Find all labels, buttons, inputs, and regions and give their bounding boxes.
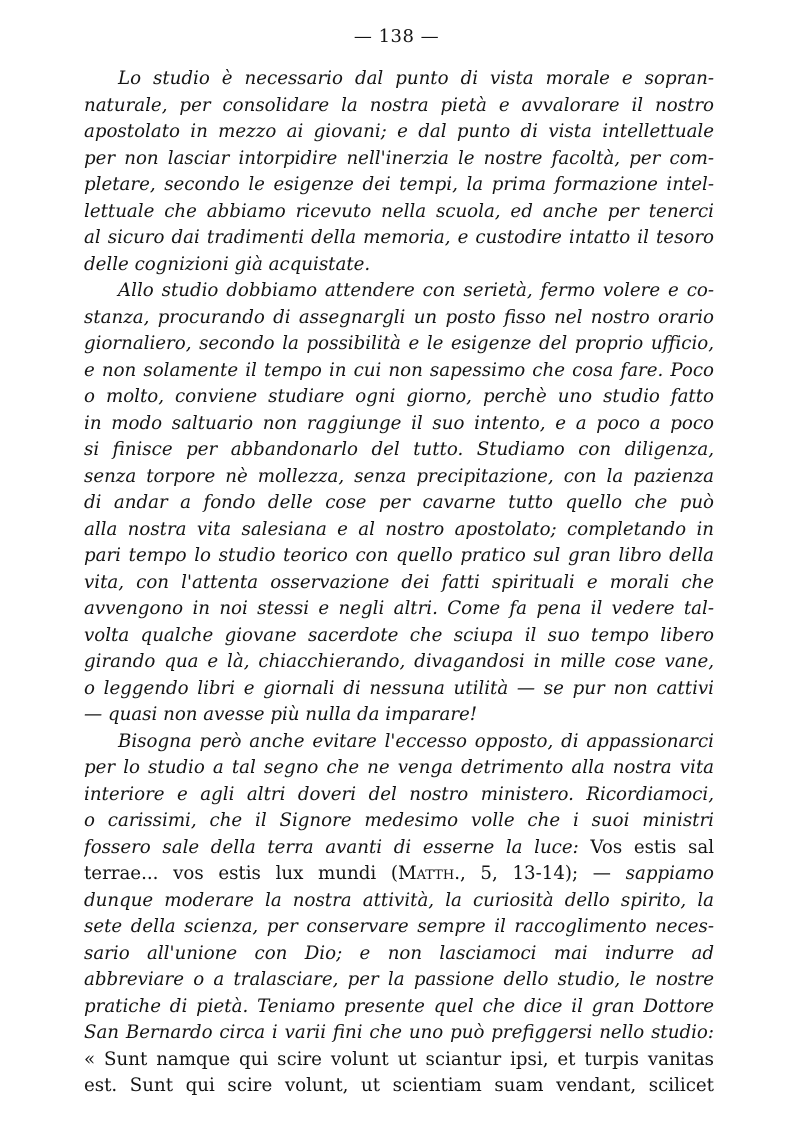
text-line bbox=[84, 729, 714, 756]
text-segment: est. Sunt qui scire volunt, ut scientiam suam vendant, scilicet bbox=[84, 1075, 714, 1096]
text-line bbox=[84, 225, 714, 252]
text-line bbox=[84, 490, 714, 517]
text-segment: Bisogna però anche evitare l'eccesso opposto, di appassionarci bbox=[118, 730, 714, 752]
text-segment: in modo saltuario non raggiunge il suo intento, e a poco a poco bbox=[84, 412, 714, 434]
text-segment: e non solamente il tempo in cui non sapessimo che cosa fare. Poco bbox=[84, 359, 714, 381]
page-number: — 138 — bbox=[353, 26, 440, 47]
text-segment: — quasi non avesse più nulla da imparare! bbox=[84, 704, 478, 725]
text-segment: si finisce per abbandonarlo del tutto. Studiamo con diligenza, bbox=[84, 439, 714, 460]
text-line bbox=[84, 994, 714, 1021]
text-segment: giornaliero, secondo la possibilità e le esigenze del proprio ufficio, bbox=[84, 333, 714, 354]
text-line bbox=[84, 596, 714, 623]
text-segment: San Bernardo circa i varii fini che uno può prefiggersi nello studio: bbox=[84, 1022, 714, 1043]
text-segment: senza torpore nè mollezza, senza precipitazione, con la pazienza bbox=[84, 465, 714, 487]
text-segment: o leggendo libri e giornali di nessuna utilità — se pur non cattivi bbox=[84, 677, 714, 699]
text-segment: Allo studio dobbiamo attendere con serietà, fermo volere e co- bbox=[118, 280, 714, 301]
text-line bbox=[84, 808, 714, 835]
text-line bbox=[84, 570, 714, 597]
text-line bbox=[84, 464, 714, 491]
text-segment: per non lasciar intorpidire nell'inerzia le nostre facoltà, per com- bbox=[84, 147, 714, 169]
text-line bbox=[84, 1047, 714, 1074]
text-segment: alla nostra vita salesiana e al nostro apostolato; completando in bbox=[84, 518, 714, 540]
text-segment: per lo studio a tal segno che ne venga detrimento alla nostra vita bbox=[84, 757, 714, 778]
text-line bbox=[84, 702, 714, 729]
text-segment: terrae... vos estis lux mundi ( bbox=[84, 863, 398, 884]
text-line bbox=[84, 146, 714, 173]
text-line bbox=[84, 941, 714, 968]
text-line bbox=[84, 66, 714, 93]
text-line bbox=[84, 543, 714, 570]
text-segment: volta qualche giovane sacerdote che sciupa il suo tempo libero bbox=[84, 624, 714, 646]
text-line bbox=[84, 1073, 714, 1100]
text-segment: Lo studio è necessario dal punto di vista morale e sopran- bbox=[118, 68, 714, 89]
text-segment: di andar a fondo delle cose per cavarne tutto quello che può bbox=[84, 492, 714, 513]
text-line bbox=[84, 119, 714, 146]
text-segment: sete della scienza, per conservare sempre il raccoglimento neces- bbox=[84, 916, 714, 937]
text-segment: pratiche di pietà. Teniamo presente quel che dice il gran Dottore bbox=[84, 995, 714, 1017]
text-line bbox=[84, 384, 714, 411]
text-segment: delle cognizioni già acquistate. bbox=[84, 253, 371, 275]
text-segment: ., 5, 13-14); — bbox=[454, 863, 626, 884]
text-segment: girando qua e là, chiacchierando, divagandosi in mille cose vane, bbox=[84, 651, 714, 672]
text-segment: Matth bbox=[397, 863, 455, 884]
text-segment: avvengono in noi stessi e negli altri. Come fa pena il vedere tal- bbox=[84, 598, 714, 619]
text-segment: o molto, conviene studiare ogni giorno, perchè uno studio fatto bbox=[84, 386, 714, 407]
text-segment: o carissimi, che il Signore medesimo volle che i suoi ministri bbox=[84, 810, 714, 831]
text-line bbox=[84, 623, 714, 650]
text-line bbox=[84, 782, 714, 809]
text-line bbox=[84, 358, 714, 385]
text-segment: pari tempo lo studio teorico con quello pratico sul gran libro della bbox=[84, 545, 714, 566]
text-segment: sario all'unione con Dio; e non lasciamoci mai indurre ad bbox=[84, 942, 714, 964]
text-segment: dunque moderare la nostra attività, la curiosità dello spirito, la bbox=[84, 889, 714, 911]
text-segment: al sicuro dai tradimenti della memoria, e custodire intatto il tesoro bbox=[84, 227, 714, 248]
text-line bbox=[84, 331, 714, 358]
text-line bbox=[84, 437, 714, 464]
text-segment: sappiamo bbox=[625, 863, 714, 884]
text-line bbox=[84, 914, 714, 941]
text-line bbox=[84, 252, 714, 279]
text-line bbox=[84, 888, 714, 915]
text-segment: pletare, secondo le esigenze dei tempi, la prima formazione intel- bbox=[84, 174, 714, 195]
text-line bbox=[84, 199, 714, 226]
text-line bbox=[84, 676, 714, 703]
text-segment: lettuale che abbiamo ricevuto nella scuola, ed anche per tenerci bbox=[84, 200, 714, 222]
text-line bbox=[84, 861, 714, 888]
text-segment: vita, con l'attenta osservazione dei fatti spirituali e morali che bbox=[84, 571, 714, 593]
text-line bbox=[84, 305, 714, 332]
text-line bbox=[84, 517, 714, 544]
text-segment: interiore e agli altri doveri del nostro ministero. Ricordiamoci, bbox=[84, 783, 714, 805]
text-segment: apostolato in mezzo ai giovani; e dal punto di vista intellettuale bbox=[84, 121, 714, 142]
text-line bbox=[84, 967, 714, 994]
text-segment: Vos estis sal bbox=[590, 836, 714, 858]
text-line bbox=[84, 1020, 714, 1047]
text-line bbox=[84, 172, 714, 199]
body-text bbox=[84, 66, 714, 1100]
text-line bbox=[84, 93, 714, 120]
text-segment: naturale, per consolidare la nostra pietà e avvalorare il nostro bbox=[84, 94, 714, 116]
text-segment: stanza, procurando di assegnargli un posto fisso nel nostro orario bbox=[84, 306, 714, 328]
text-segment: abbreviare o a tralasciare, per la passione dello studio, le nostre bbox=[84, 969, 714, 990]
text-line bbox=[84, 755, 714, 782]
text-line bbox=[84, 278, 714, 305]
text-line bbox=[84, 835, 714, 862]
text-segment: fossero sale della terra avanti di esserne la luce: bbox=[84, 836, 591, 858]
text-line bbox=[84, 649, 714, 676]
text-segment: « Sunt namque qui scire volunt ut sciantur ipsi, et turpis vanitas bbox=[84, 1048, 714, 1070]
text-line bbox=[84, 411, 714, 438]
